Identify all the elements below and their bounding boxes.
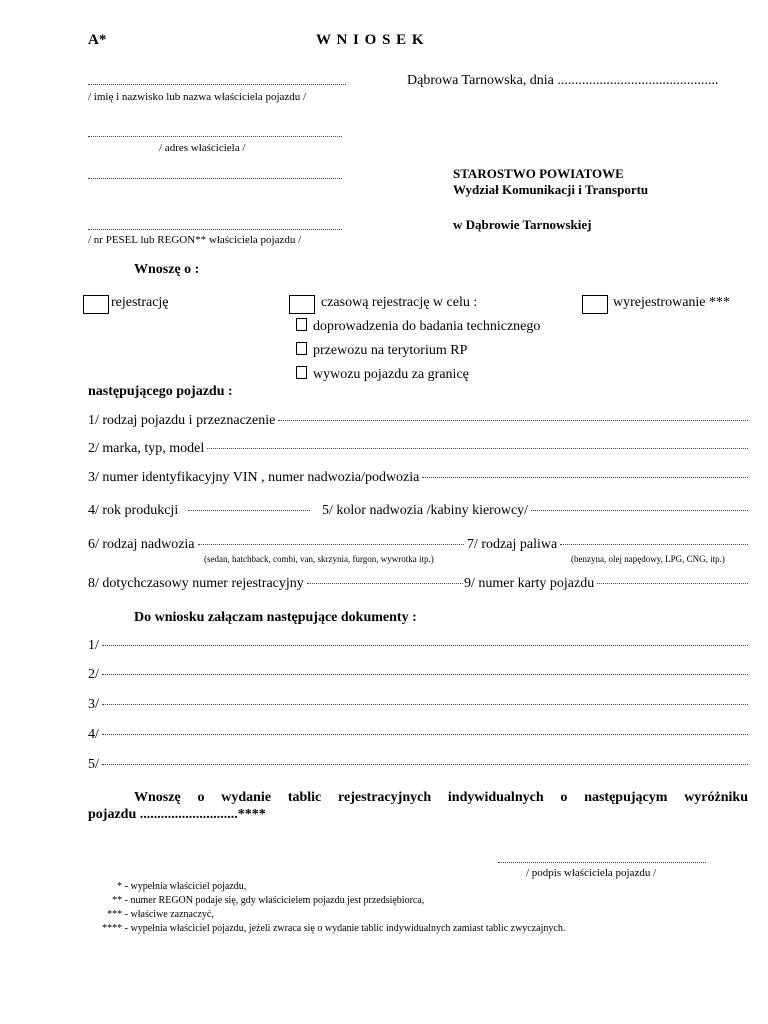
field-vehicle-type-label: 1/ rodzaj pojazdu i przeznaczenie: [88, 413, 276, 428]
field-production-year[interactable]: [88, 503, 310, 519]
field-vehicle-type[interactable]: [88, 413, 748, 429]
attachment-1[interactable]: [88, 638, 748, 654]
temporary-registration-checkbox[interactable]: [289, 295, 315, 314]
field-fuel-type-hint: (benzyna, olej napędowy, LPG, CNG, itp.): [571, 554, 725, 564]
pesel-caption: / nr PESEL lub REGON** właściciela pojazdu /: [88, 234, 302, 246]
purpose-transport-poland-checkbox[interactable]: [296, 342, 307, 355]
office-department: Wydział Komunikacji i Transportu: [453, 182, 649, 197]
footnote-1-text: wypełnia właściciel pojazdu,: [130, 881, 247, 892]
field-production-year-label: 4/ rok produkcji: [88, 503, 179, 518]
purpose-technical-inspection[interactable]: [296, 318, 540, 335]
attachment-3[interactable]: [88, 697, 748, 713]
attachment-2-label: 2/: [88, 667, 99, 682]
field-vehicle-card-number[interactable]: [464, 576, 748, 592]
owner-name-field[interactable]: [88, 84, 346, 85]
signature-caption: / podpis właściciela pojazdu /: [526, 867, 657, 879]
deregistration-label: wyrejestrowanie ***: [613, 295, 731, 310]
footnote-4-text: wypełnia właściciel pojazdu, jeżeli zwraca się o wydanie tablic indywidualnych zamiast tablic zwyczajnych.: [130, 923, 566, 934]
footnote-1-mark: * -: [117, 881, 128, 892]
request-heading: Wnoszę o :: [134, 262, 200, 277]
footnote-2-text: numer REGON podaje się, gdy właścicielem pojazdu jest przedsiębiorca,: [130, 895, 425, 906]
attachment-4[interactable]: [88, 727, 748, 743]
signature-field[interactable]: [498, 862, 706, 863]
attachment-5-label: 5/: [88, 757, 99, 772]
owner-address-caption: / adres właściciela /: [159, 142, 246, 154]
purpose-technical-inspection-checkbox[interactable]: [296, 318, 307, 331]
field-body-type-label: 6/ rodzaj nadwozia: [88, 537, 195, 552]
vehicle-heading: następującego pojazdu :: [88, 384, 233, 399]
purpose-export-label: wywozu pojazdu za granicę: [313, 367, 469, 382]
field-make-model[interactable]: [88, 441, 748, 457]
field-fuel-type[interactable]: [467, 537, 748, 553]
office-location: w Dąbrowie Tarnowskiej: [453, 217, 592, 232]
page-title: W N I O S E K: [316, 32, 425, 48]
attachment-5[interactable]: [88, 757, 748, 773]
purpose-export-checkbox[interactable]: [296, 366, 307, 379]
footnote-3: [88, 909, 214, 920]
registration-label: rejestrację: [111, 295, 169, 310]
pesel-field[interactable]: [88, 229, 342, 230]
place-date[interactable]: Dąbrowa Tarnowska, dnia ..............................................: [407, 73, 719, 88]
footnote-1: [88, 881, 246, 892]
field-body-type-hint: (sedan, hatchback, combi, van, skrzynia, furgon, wywrotka itp.): [204, 554, 434, 564]
owner-name-caption: / imię i nazwisko lub nazwa właściciela pojazdu /: [88, 91, 307, 103]
deregistration-checkbox[interactable]: [582, 295, 608, 314]
field-vin[interactable]: [88, 470, 748, 486]
purpose-technical-inspection-label: doprowadzenia do badania technicznego: [313, 319, 541, 334]
plates-request-line2[interactable]: pojazdu ............................****: [88, 807, 266, 822]
owner-address-field-2[interactable]: [88, 178, 342, 179]
registration-checkbox[interactable]: [83, 295, 109, 314]
footnote-4: [88, 923, 565, 934]
footnote-4-mark: **** -: [102, 923, 128, 934]
field-vehicle-card-number-label: 9/ numer karty pojazdu: [464, 576, 595, 591]
footnote-2-mark: ** -: [112, 895, 128, 906]
attachment-3-label: 3/: [88, 697, 99, 712]
attachments-heading: Do wniosku załączam następujące dokumenty :: [134, 610, 417, 625]
office-name: STAROSTWO POWIATOWE: [453, 166, 624, 181]
attachment-4-label: 4/: [88, 727, 99, 742]
owner-address-field[interactable]: [88, 136, 342, 137]
attachment-2[interactable]: [88, 667, 748, 683]
field-vin-label: 3/ numer identyfikacyjny VIN , numer nadwozia/podwozia: [88, 470, 420, 485]
purpose-transport-poland[interactable]: [296, 342, 467, 359]
field-body-color[interactable]: [322, 503, 748, 519]
purpose-export[interactable]: [296, 366, 469, 383]
plates-request-line1: Wnoszę o wydanie tablic rejestracyjnych indywidualnych o następującym wyróżniku: [134, 790, 748, 805]
field-previous-registration[interactable]: [88, 576, 463, 592]
field-make-model-label: 2/ marka, typ, model: [88, 441, 205, 456]
field-body-color-label: 5/ kolor nadwozia /kabiny kierowcy/: [322, 503, 529, 518]
field-body-type[interactable]: [88, 537, 464, 553]
form-code: A*: [88, 32, 107, 48]
field-fuel-type-label: 7/ rodzaj paliwa: [467, 537, 558, 552]
temporary-registration-label: czasową rejestrację w celu :: [321, 295, 478, 310]
footnote-2: [88, 895, 424, 906]
field-previous-registration-label: 8/ dotychczasowy numer rejestracyjny: [88, 576, 304, 591]
footnote-3-mark: *** -: [107, 909, 128, 920]
purpose-transport-poland-label: przewozu na terytorium RP: [313, 343, 468, 358]
attachment-1-label: 1/: [88, 638, 99, 653]
footnote-3-text: właściwe zaznaczyć,: [130, 909, 214, 920]
